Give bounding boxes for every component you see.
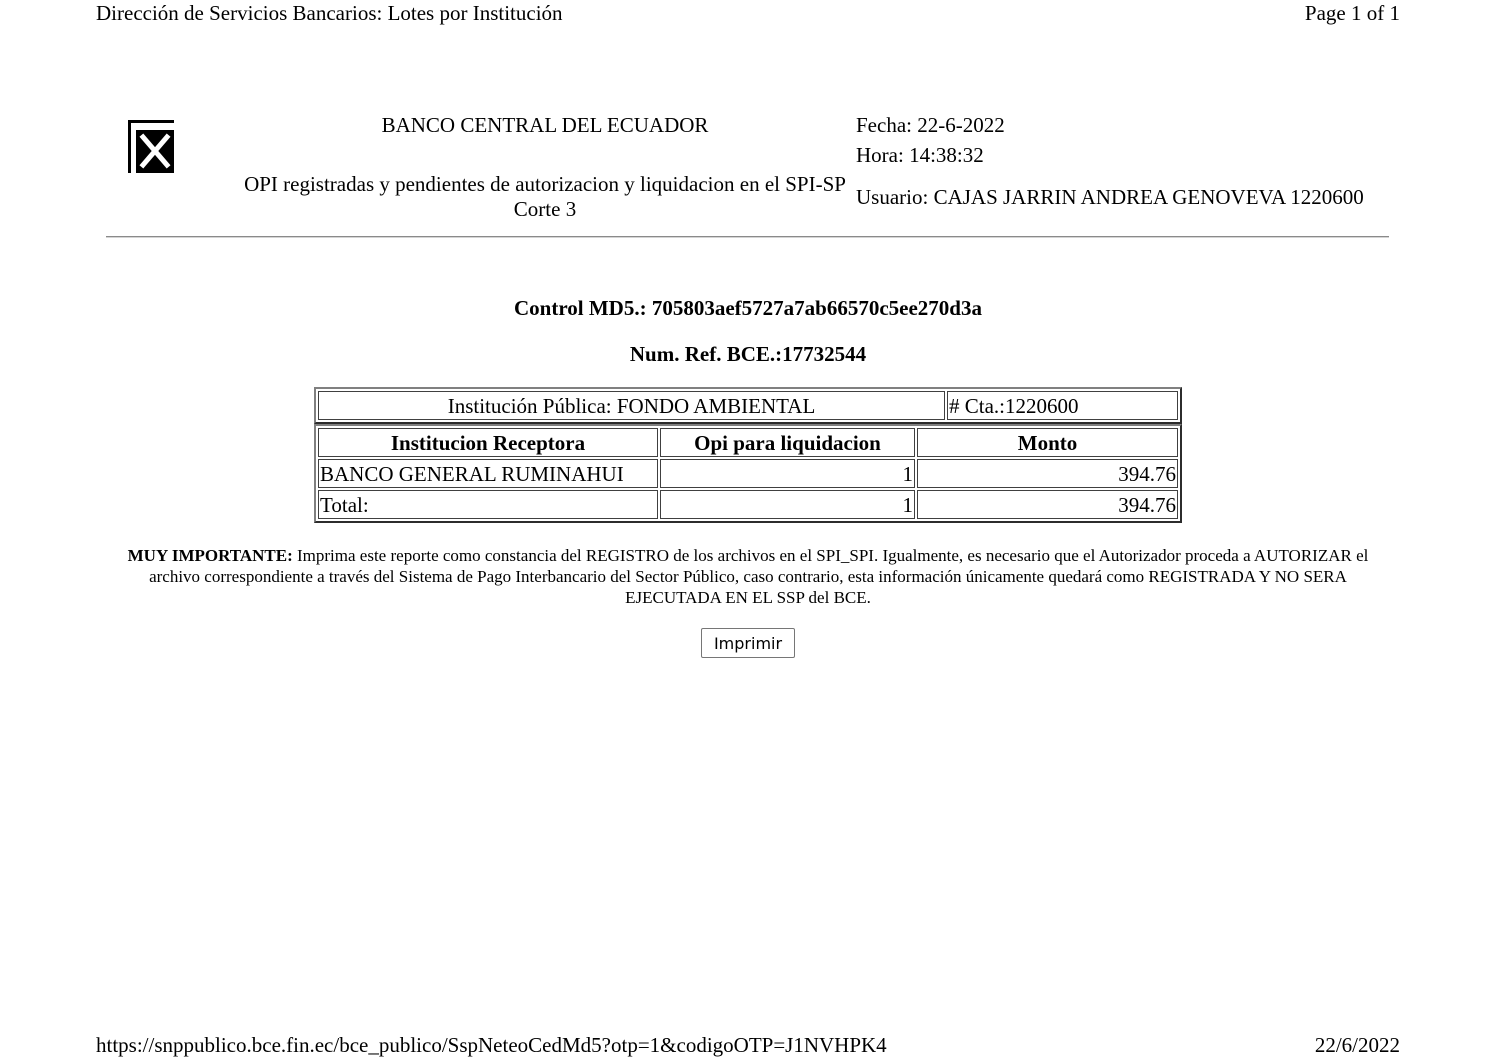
table-header-row <box>318 428 1178 457</box>
liquidation-table <box>314 424 1182 523</box>
institution-name-cell: Institución Pública: FONDO AMBIENTAL <box>318 391 945 420</box>
opi-cell: 1 <box>660 459 915 488</box>
column-header-monto: Monto <box>917 428 1178 457</box>
account-number-cell: # Cta.:1220600 <box>947 391 1178 420</box>
report-subtitle-line1: OPI registradas y pendientes de autorizacion y liquidacion en el SPI-SP <box>244 172 846 196</box>
institution-table <box>314 387 1182 424</box>
print-footer-date: 22/6/2022 <box>1314 1033 1400 1057</box>
print-button[interactable]: Imprimir <box>701 628 795 658</box>
print-header-title: Dirección de Servicios Bancarios: Lotes por Institución <box>96 1 563 25</box>
important-note <box>104 545 1392 608</box>
monto-cell: 394.76 <box>917 459 1178 488</box>
total-opi-cell: 1 <box>660 490 915 519</box>
receptora-cell: BANCO GENERAL RUMINAHUI <box>318 459 658 488</box>
broken-image-icon <box>128 120 174 173</box>
report-user: Usuario: CAJAS JARRIN ANDREA GENOVEVA 1220600 <box>856 185 1364 209</box>
total-monto-cell: 394.76 <box>917 490 1178 519</box>
bank-name: BANCO CENTRAL DEL ECUADOR <box>381 113 709 137</box>
control-md5: Control MD5.: 705803aef5727a7ab66570c5ee270d3a <box>514 296 982 320</box>
header-divider <box>106 236 1389 238</box>
institution-row <box>318 391 1178 420</box>
important-note-prefix: MUY IMPORTANTE: <box>127 546 293 565</box>
table-row <box>318 459 1178 488</box>
important-note-text: Imprima este reporte como constancia del REGISTRO de los archivos en el SPI_SPI. Igualmente, es necesario que el Autorizador proceda a AUTORIZAR el archivo correspondiente a través del Sistema de Pago Interbancario del Sector Público, caso contrario, esta información únicamente quedará como REGISTRADA Y NO SERA EJECUTADA EN EL SSP del BCE. <box>149 546 1369 607</box>
column-header-opi: Opi para liquidacion <box>660 428 915 457</box>
report-subtitle-line2: Corte 3 <box>513 197 577 221</box>
report-time: Hora: 14:38:32 <box>856 143 984 167</box>
print-header-page: Page 1 of 1 <box>1304 1 1400 25</box>
reference-number: Num. Ref. BCE.:17732544 <box>629 342 867 366</box>
total-label-cell: Total: <box>318 490 658 519</box>
total-row <box>318 490 1178 519</box>
print-footer-url: https://snppublico.bce.fin.ec/bce_publico/SspNeteoCedMd5?otp=1&codigoOTP=J1NVHPK4 <box>96 1033 887 1057</box>
column-header-receptora: Institucion Receptora <box>318 428 658 457</box>
report-subtitle <box>232 172 858 222</box>
report-date: Fecha: 22-6-2022 <box>856 113 1005 137</box>
